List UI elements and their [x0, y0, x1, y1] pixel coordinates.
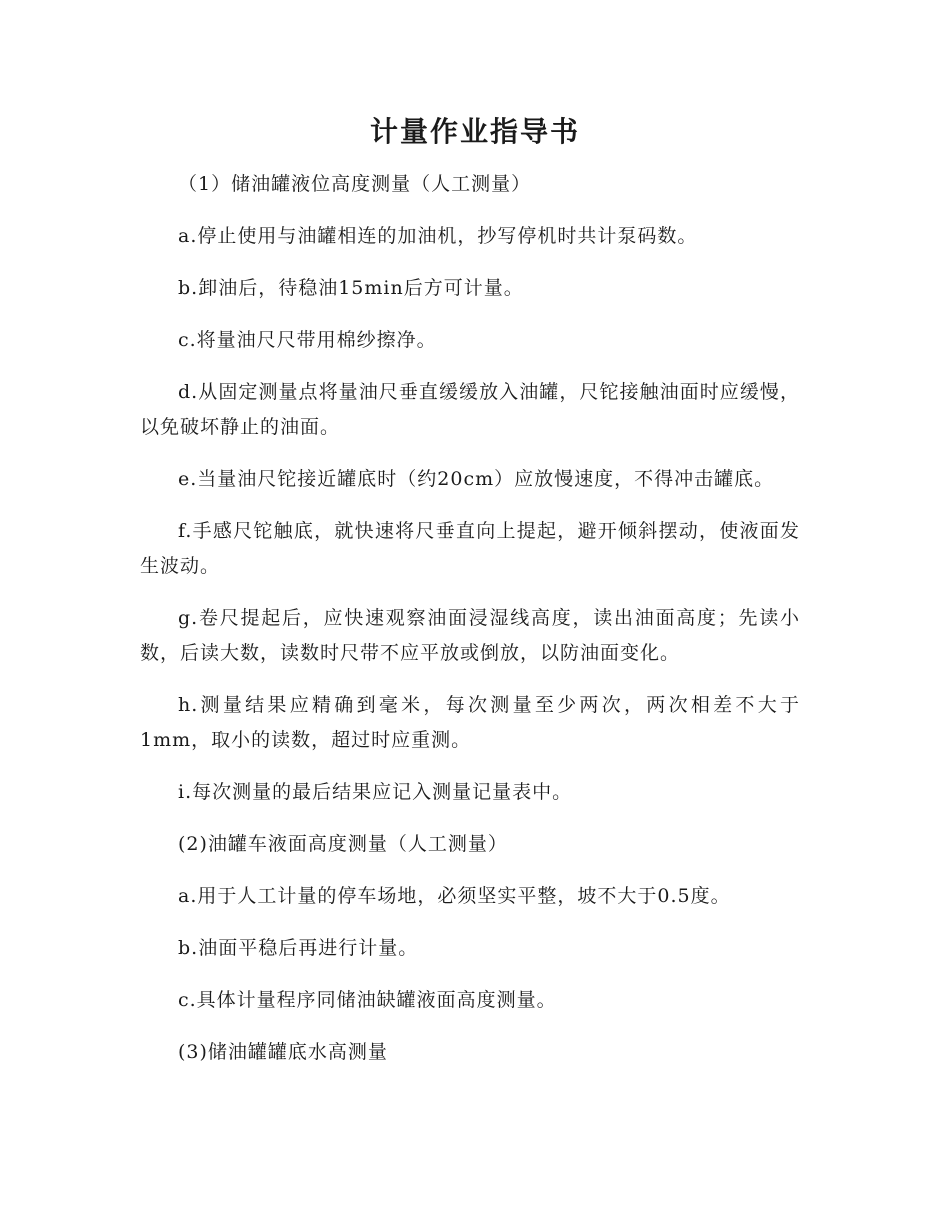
- paragraph-c: c.将量油尺尺带用棉纱擦净。: [178, 329, 437, 351]
- paragraph-e: e.当量油尺铊接近罐底时（约20cm）应放慢速度，不得冲击罐底。: [178, 468, 775, 490]
- paragraph-2b: b.油面平稳后再进行计量。: [178, 937, 419, 959]
- paragraph-i: i.每次测量的最后结果应记入测量记量表中。: [178, 781, 573, 803]
- document-title: 计量作业指导书: [369, 115, 580, 148]
- section-heading-1: （1）储油罐液位高度测量（人工测量）: [178, 173, 532, 195]
- paragraph-2c: c.具体计量程序同储油缺罐液面高度测量。: [178, 989, 557, 1011]
- paragraph-2a: a.用于人工计量的停车场地，必须坚实平整，坡不大于0.5度。: [178, 885, 731, 907]
- paragraph-h: h.测量结果应精确到毫米，每次测量至少两次，两次相差不大于1mm，取小的读数，超过时应重测。: [140, 694, 800, 751]
- document-body: [140, 167, 800, 1070]
- paragraph-f: f.手感尺铊触底，就快速将尺垂直向上提起，避开倾斜摆动，使液面发生波动。: [140, 520, 800, 577]
- section-heading-3: (3)储油罐罐底水高测量: [178, 1041, 388, 1063]
- paragraph-b: b.卸油后，待稳油15min后方可计量。: [178, 277, 524, 299]
- paragraph-d: d.从固定测量点将量油尺垂直缓缓放入油罐，尺铊接触油面时应缓慢，以免破坏静止的油面。: [140, 381, 800, 438]
- paragraph-g: g.卷尺提起后，应快速观察油面浸湿线高度，读出油面高度；先读小数，后读大数，读数时尺带不应平放或倒放，以防油面变化。: [140, 607, 800, 664]
- paragraph-a: a.停止使用与油罐相连的加油机，抄写停机时共计泵码数。: [178, 225, 698, 247]
- section-heading-2: (2)油罐车液面高度测量（人工测量）: [178, 833, 508, 855]
